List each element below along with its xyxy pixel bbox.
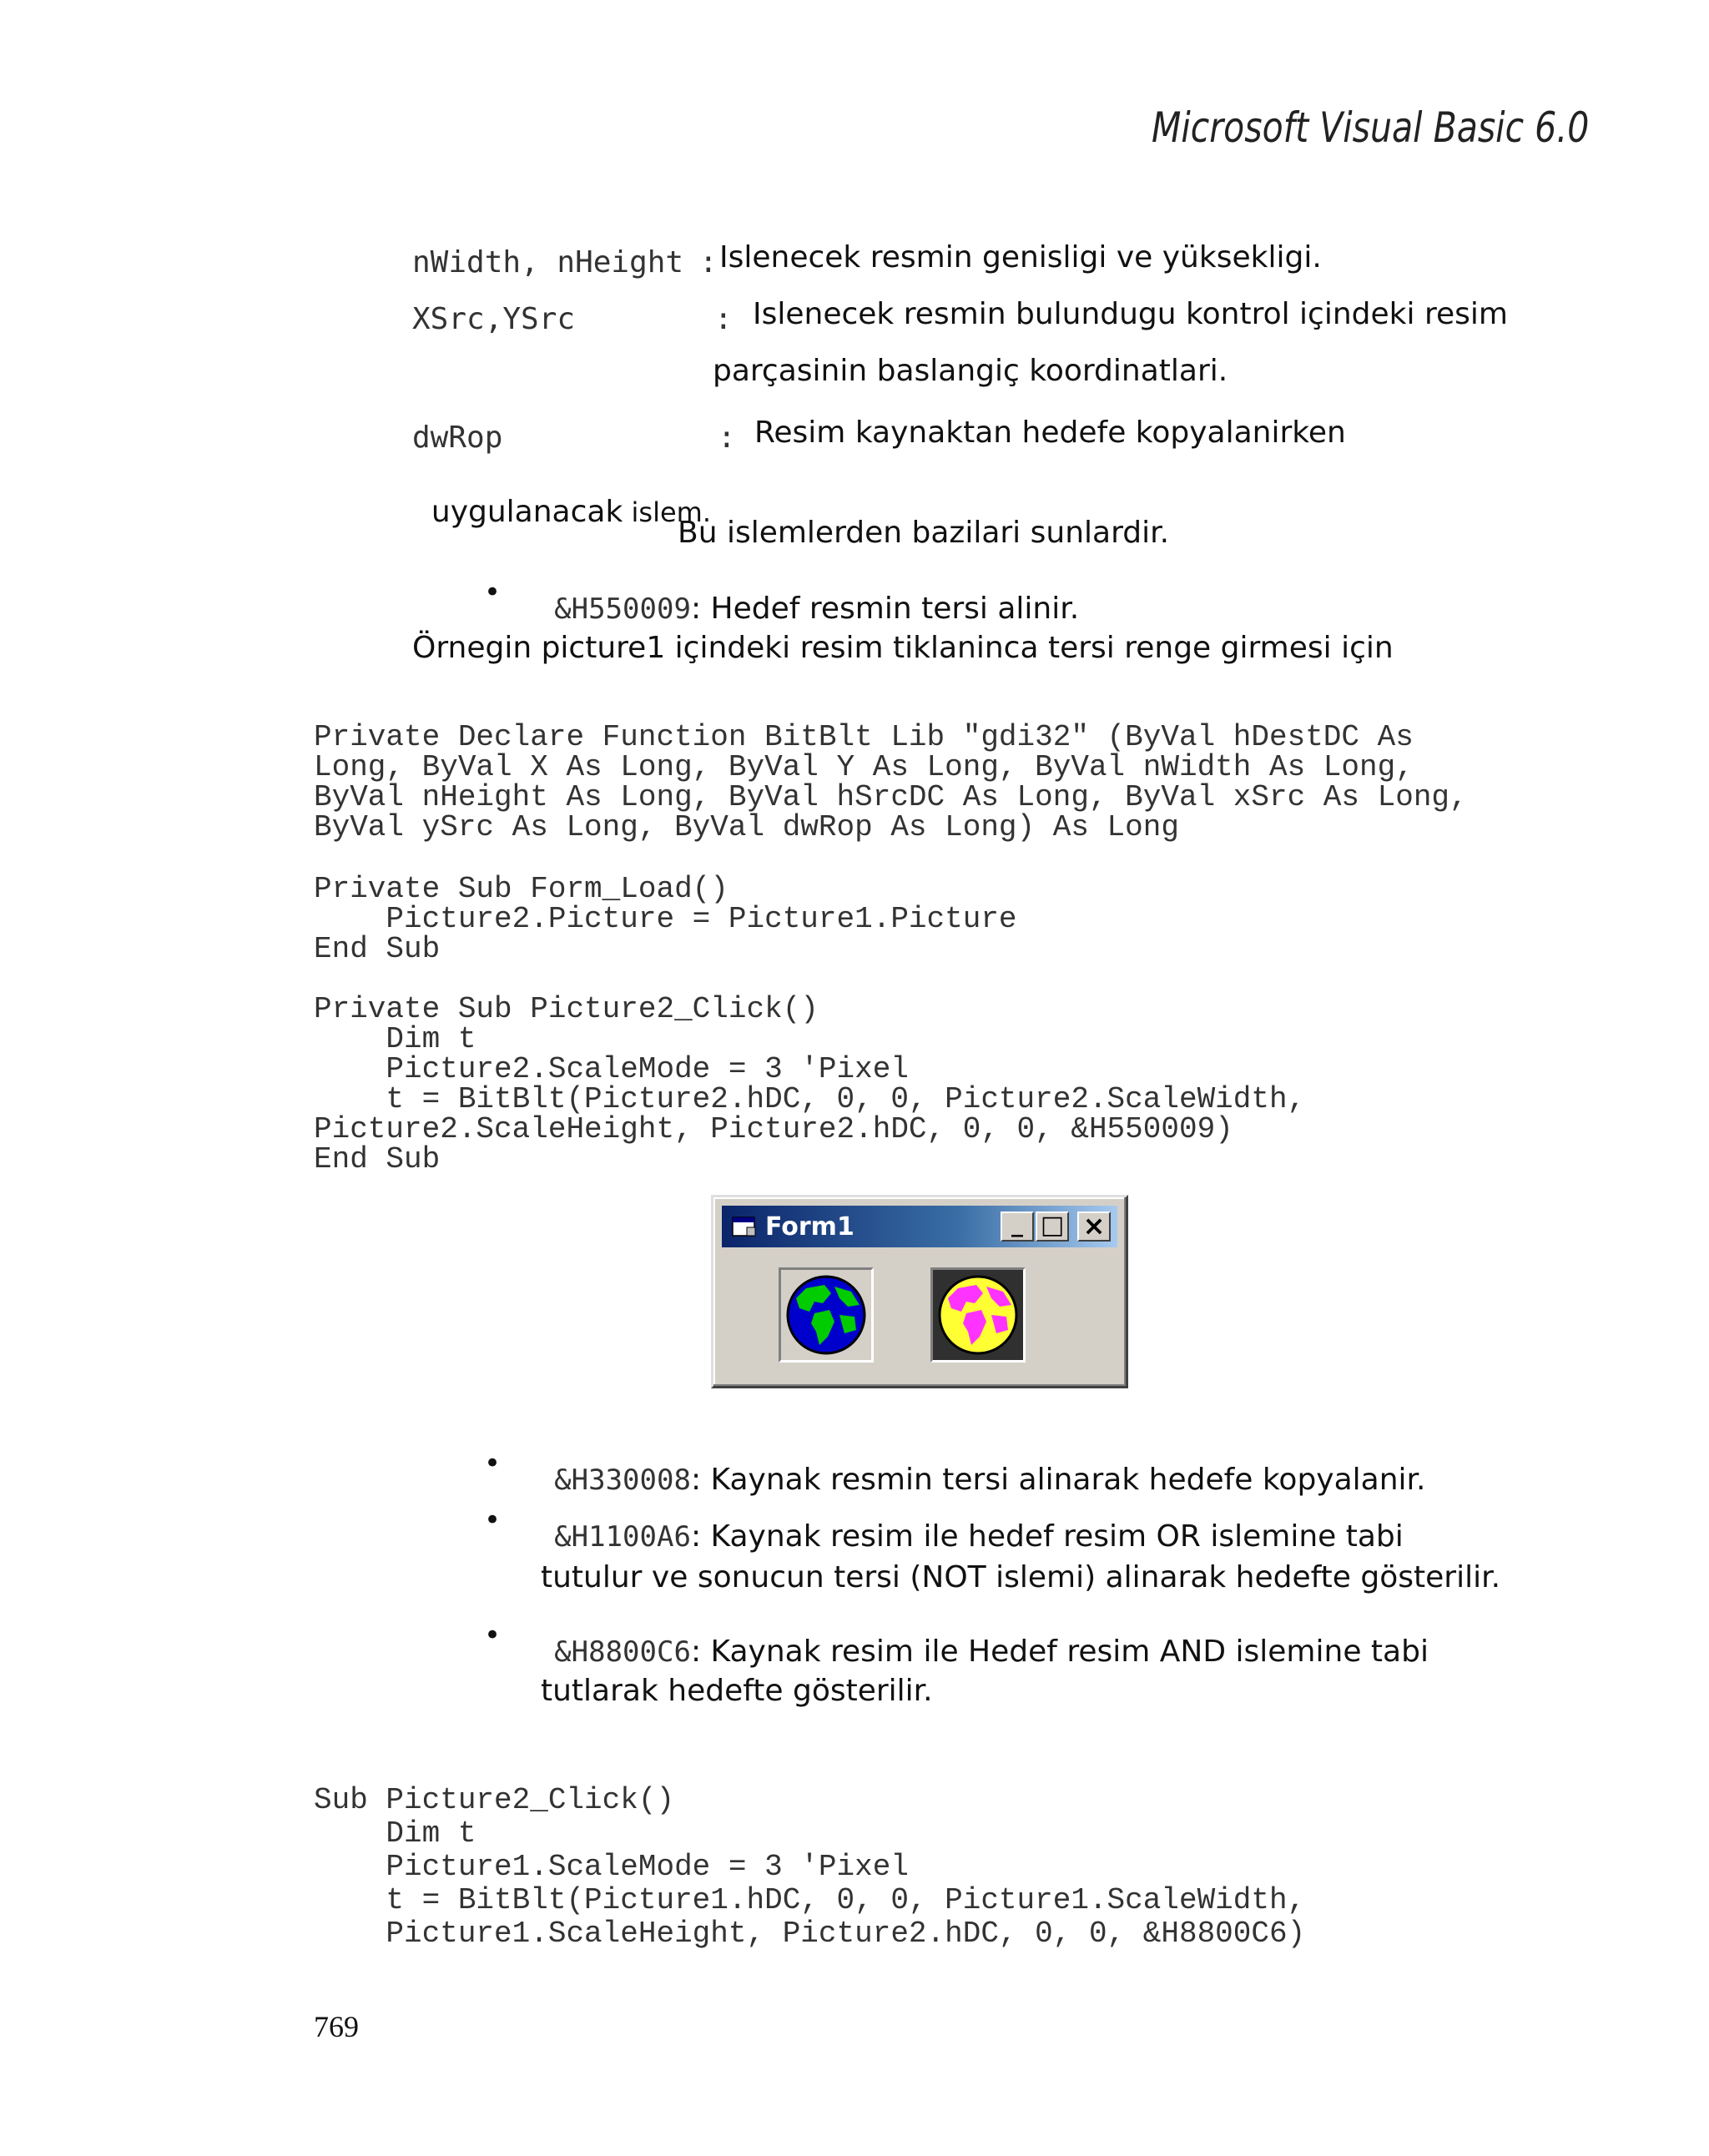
code-line: Dim t <box>314 1022 476 1056</box>
code-line: Private Declare Function BitBlt Lib "gdi32" (ByVal hDestDC As <box>314 720 1414 754</box>
param-desc-nwidth: Islenecek resmin genisligi ve yüksekligi. <box>719 240 1322 275</box>
bullet-item <box>546 1619 1429 1669</box>
bullet-item <box>546 576 1079 626</box>
bullet-text-cont: tutlarak hedefte gösterilir. <box>541 1674 933 1708</box>
bullet-item <box>546 1504 1404 1554</box>
param-desc-dwrop-cont <box>412 461 711 529</box>
code-line: Dim t <box>314 1816 476 1851</box>
form-icon <box>732 1216 757 1237</box>
inverted-globe-icon <box>933 1270 1023 1360</box>
bullet-dot: • <box>484 1619 502 1652</box>
bullet-text-cont: tutulur ve sonucun tersi (NOT islemi) alinarak hedefte gösterilir. <box>541 1560 1501 1594</box>
intro-operations: Bu islemlerden bazilari sunlardir. <box>678 516 1170 550</box>
code-line: End Sub <box>314 1142 441 1176</box>
bullet-text: : Kaynak resmin tersi alinarak hedefe kopyalanir. <box>690 1463 1426 1497</box>
code-line: Sub Picture2_Click() <box>314 1783 675 1817</box>
code-line <box>314 843 1468 874</box>
example-intro: Örnegin picture1 içindeki resim tiklaninca tersi renge girmesi için <box>412 631 1394 665</box>
maximize-icon: □ <box>1040 1211 1065 1240</box>
param-sep: : <box>699 245 718 280</box>
code-line: ByVal nHeight As Long, ByVal hSrcDC As Long, ByVal xSrc As Long, <box>314 780 1468 814</box>
code-line: Picture2.Picture = Picture1.Picture <box>314 902 1017 936</box>
code-line: t = BitBlt(Picture1.hDC, 0, 0, Picture1.ScaleWidth, <box>314 1883 1306 1917</box>
code-line: Long, ByVal X As Long, ByVal Y As Long, ByVal nWidth As Long, <box>314 750 1414 784</box>
minimize-icon: _ <box>1011 1210 1023 1237</box>
code-line: Picture2.ScaleHeight, Picture2.hDC, 0, 0, &H550009) <box>314 1112 1233 1146</box>
title-bar[interactable] <box>722 1206 1117 1247</box>
param-desc-xsrc: Islenecek resmin bulundugu kontrol içindeki resim <box>753 297 1508 331</box>
maximize-button[interactable] <box>1036 1211 1069 1242</box>
code-line: Private Sub Picture2_Click() <box>314 992 819 1026</box>
form1-window <box>711 1195 1128 1388</box>
bullet-text: : Kaynak resim ile Hedef resim AND islemine tabi <box>690 1635 1429 1669</box>
param-desc-dwrop: Resim kaynaktan hedefe kopyalanirken <box>754 416 1346 450</box>
bullet-dot: • <box>484 1504 502 1537</box>
bullet-text: : Hedef resmin tersi alinir. <box>690 592 1080 626</box>
code-line <box>314 965 1468 995</box>
code-line: Picture1.ScaleHeight, Picture2.hDC, 0, 0, &H8800C6) <box>314 1917 1306 1951</box>
running-header: Microsoft Visual Basic 6.0 <box>1152 103 1590 152</box>
bullet-item <box>546 1447 1425 1497</box>
param-desc-dwrop-word: uygulanacak <box>431 495 623 529</box>
code-line: t = BitBlt(Picture2.hDC, 0, 0, Picture2.ScaleWidth, <box>314 1082 1306 1116</box>
code-line: Picture2.ScaleMode = 3 'Pixel <box>314 1052 909 1086</box>
param-desc-xsrc-cont: parçasinin baslangiç koordinatlari. <box>713 354 1228 388</box>
close-button[interactable] <box>1077 1211 1111 1242</box>
code-line: ByVal ySrc As Long, ByVal dwRop As Long) As Long <box>314 810 1179 844</box>
param-sep: : <box>718 421 736 455</box>
minimize-button[interactable] <box>1001 1211 1034 1242</box>
param-name-xsrc: XSrc,YSrc <box>412 302 576 336</box>
code-block-2 <box>314 1750 1305 1984</box>
param-sep: : <box>714 302 733 336</box>
bullet-code: &H1100A6 <box>554 1520 691 1554</box>
close-icon: × <box>1082 1210 1106 1242</box>
picture1-box[interactable] <box>779 1267 874 1363</box>
window-title: Form1 <box>765 1212 854 1242</box>
code-line: Private Sub Form_Load() <box>314 872 728 906</box>
param-name-nwidth: nWidth, nHeight <box>412 245 684 280</box>
bullet-dot: • <box>484 1447 502 1480</box>
param-desc-dwrop-tail: islem. <box>623 496 711 528</box>
bullet-code: &H550009 <box>554 592 691 626</box>
bullet-code: &H330008 <box>554 1463 691 1497</box>
code-line: Picture1.ScaleMode = 3 'Pixel <box>314 1850 909 1884</box>
code-line: End Sub <box>314 932 441 966</box>
bullet-text: : Kaynak resim ile hedef resim OR islemine tabi <box>690 1519 1404 1554</box>
picture2-box[interactable] <box>930 1267 1026 1363</box>
code-block-1 <box>314 693 1468 1205</box>
param-name-dwrop: dwRop <box>412 421 503 455</box>
globe-icon <box>781 1270 871 1360</box>
page-number: 769 <box>314 2010 359 2043</box>
bullet-code: &H8800C6 <box>554 1635 691 1669</box>
bullet-dot: • <box>484 576 502 609</box>
